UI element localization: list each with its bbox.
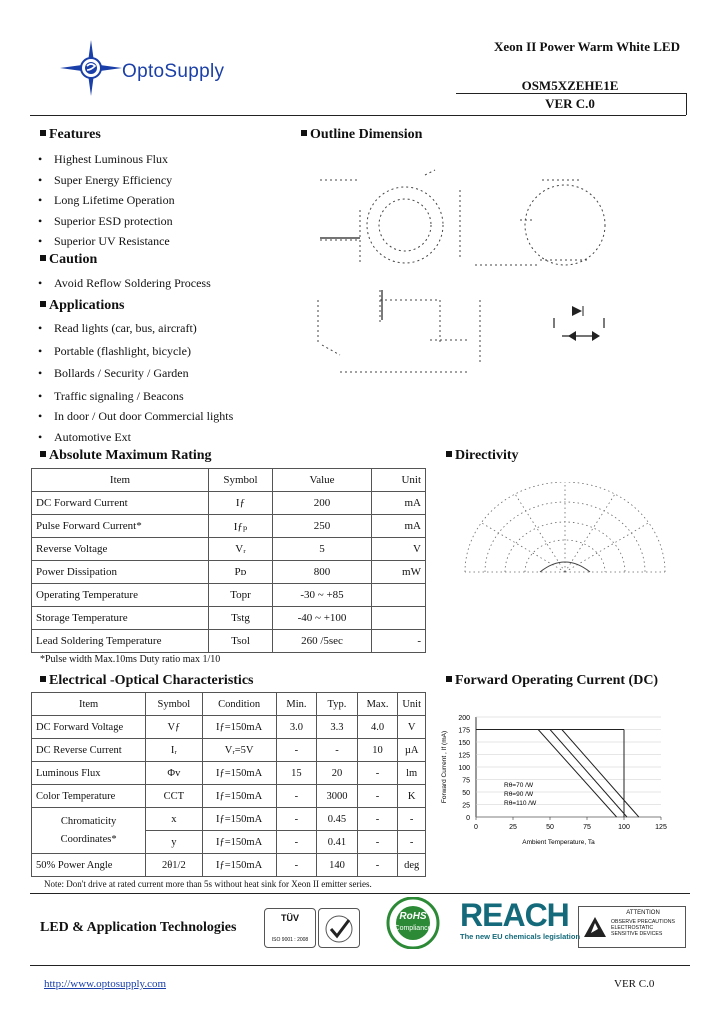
table-row: Pulse Forward Current* Iƒₚ 250 mA [32, 515, 426, 538]
x-tick-label: 75 [583, 824, 591, 831]
outline-heading: Outline Dimension [301, 127, 422, 143]
rohs-label: RoHS [399, 911, 427, 922]
attention-title: ATTENTION [626, 910, 660, 916]
forward-current-chart [436, 700, 686, 860]
x-axis-label: Ambient Temperature, Ta [522, 839, 595, 846]
table-header: Item [32, 469, 209, 492]
caution-list [38, 273, 211, 294]
y-tick-label: 125 [458, 752, 470, 760]
header-divider-right [456, 93, 686, 94]
list-item: • Automotive Ext [38, 429, 131, 444]
list-item: • Highest Luminous Flux [38, 152, 169, 166]
website-link[interactable]: http://www.optosupply.com [44, 978, 167, 990]
table-row: Chromaticity Coordinates* x Iƒ=150mA - 0.45 - - [32, 808, 426, 831]
directivity-diagram [455, 482, 675, 582]
caution-heading: Caution [40, 252, 97, 268]
brand-name: OptoSupply [122, 61, 225, 82]
table-header-row [32, 469, 426, 492]
x-tick-label: 100 [618, 824, 630, 831]
list-item: • Superior UV Resistance [38, 234, 170, 248]
legend-label: Rθ=90 /W [504, 791, 534, 798]
reach-title: REACH [460, 897, 569, 933]
table-row: DC Forward Voltage Vƒ Iƒ=150mA 3.0 3.3 4.0 V [32, 716, 426, 739]
eo-heading: Electrical -Optical Characteristics [40, 673, 253, 689]
list-item: • Read lights (car, bus, aircraft) [38, 321, 197, 335]
header-divider-main [30, 115, 686, 116]
rohs-badge [380, 897, 446, 949]
version-label: VER C.0 [545, 96, 595, 111]
x-tick-label: 25 [509, 824, 517, 831]
list-item: • Traffic signaling / Beacons [38, 388, 184, 403]
x-tick-label: 0 [474, 824, 478, 831]
y-axis-label: Forward Current , If (mA) [441, 730, 448, 804]
y-tick-label: 150 [458, 740, 470, 747]
footer-divider-bottom [30, 965, 690, 966]
list-item: • Portable (flashlight, bicycle) [38, 343, 191, 358]
chroma-label: Chromaticity [60, 815, 117, 827]
y-tick-label: 175 [458, 727, 470, 735]
product-title: Xeon II Power Warm White LED [494, 39, 680, 54]
table-row: Storage Temperature Tstg -40 ~ +100 [32, 607, 426, 630]
eo-note: Note: Don't drive at rated current more than 5s without heat sink for Xeon II emitter series. [44, 879, 372, 889]
footer-divider-top [30, 893, 690, 894]
y-tick-label: 75 [462, 777, 470, 785]
star-logo-icon [56, 38, 126, 98]
x-tick-label: 125 [655, 824, 667, 831]
table-row: 50% Power Angle 2θ1/2 Iƒ=150mA - 140 - deg [32, 854, 426, 877]
table-row: Operating Temperature Topr -30 ~ +85 [32, 584, 426, 607]
footer-version: VER C.0 [614, 978, 655, 990]
table-header-row: Item Symbol Condition Min. Typ. Max. Unit [32, 693, 426, 716]
tuv-iso-badge [264, 908, 316, 948]
directivity-heading: Directivity [446, 448, 519, 464]
table-row: Luminous Flux Φv Iƒ=150mA 15 20 - lm [32, 762, 426, 785]
list-item: • In door / Out door Commercial lights [38, 409, 234, 423]
table-header: Value [273, 469, 372, 492]
rohs-icon [380, 897, 446, 949]
legend-label: Rθ=110 /W [504, 800, 537, 807]
table-header: Symbol [209, 469, 273, 492]
list-item: • Long Lifetime Operation [38, 193, 175, 207]
list-item: • Superior ESD protection [38, 213, 173, 228]
forward-current-heading: Forward Operating Current (DC) [446, 673, 658, 689]
features-heading: Features [40, 127, 101, 143]
header-divider-vertical [686, 93, 687, 115]
x-tick-label: 50 [546, 824, 554, 831]
series-line [476, 730, 639, 818]
part-number: OSM5XZEHE1E [521, 78, 619, 93]
outline-drawing [300, 150, 630, 380]
check-icon [319, 909, 359, 947]
esd-warning-icon [583, 915, 607, 939]
table-row: DC Forward Current Iƒ 200 mA [32, 492, 426, 515]
abs-max-table [31, 468, 426, 653]
footer-company: LED & Application Technologies [40, 920, 237, 935]
chroma-label: Coordinates* [60, 833, 117, 845]
list-item: • Bollards / Security / Garden [38, 366, 189, 380]
esd-attention-badge [578, 906, 686, 948]
y-tick-label: 100 [458, 765, 470, 772]
series-line [476, 730, 617, 818]
table-row: Reverse Voltage Vᵣ 5 V [32, 538, 426, 561]
tuv-label: TÜV [281, 913, 299, 923]
applications-list [38, 318, 233, 447]
abs-max-heading: Absolute Maximum Rating [40, 448, 212, 464]
reach-subtitle: The new EU chemicals legislation [460, 932, 581, 941]
rohs-sub-label: Compliance [394, 925, 432, 932]
table-row: y Iƒ=150mA - 0.41 - - [32, 831, 426, 854]
list-item: • Super Energy Efficiency [38, 172, 173, 187]
iso-label: ISO 9001 : 2008 [271, 937, 309, 943]
reach-badge [460, 897, 581, 948]
brand-logo [56, 38, 286, 98]
table-row: DC Reverse Current Iᵣ Vᵣ=5V - - 10 µA [32, 739, 426, 762]
table-header: Unit [372, 469, 426, 492]
eo-table [31, 692, 426, 877]
table-row: Lead Soldering Temperature Tsol 260 /5sec - [32, 630, 426, 653]
y-tick-label: 0 [466, 815, 470, 822]
list-item: • Avoid Reflow Soldering Process [38, 276, 211, 290]
y-tick-label: 50 [462, 790, 470, 797]
attention-text: OBSERVE PRECAUTIONS ELECTROSTATIC SENSITIVE DEVICES [611, 919, 675, 937]
features-list [38, 149, 175, 252]
abs-max-note: *Pulse width Max.10ms Duty ratio max 1/10 [40, 654, 221, 665]
checkmark-badge [318, 908, 360, 948]
y-tick-label: 200 [458, 715, 470, 722]
table-row: Power Dissipation Pᴅ 800 mW [32, 561, 426, 584]
table-row: Color Temperature CCT Iƒ=150mA - 3000 - K [32, 785, 426, 808]
y-tick-label: 25 [462, 802, 470, 810]
applications-heading: Applications [40, 298, 124, 314]
legend-label: Rθ=70 /W [504, 782, 534, 789]
